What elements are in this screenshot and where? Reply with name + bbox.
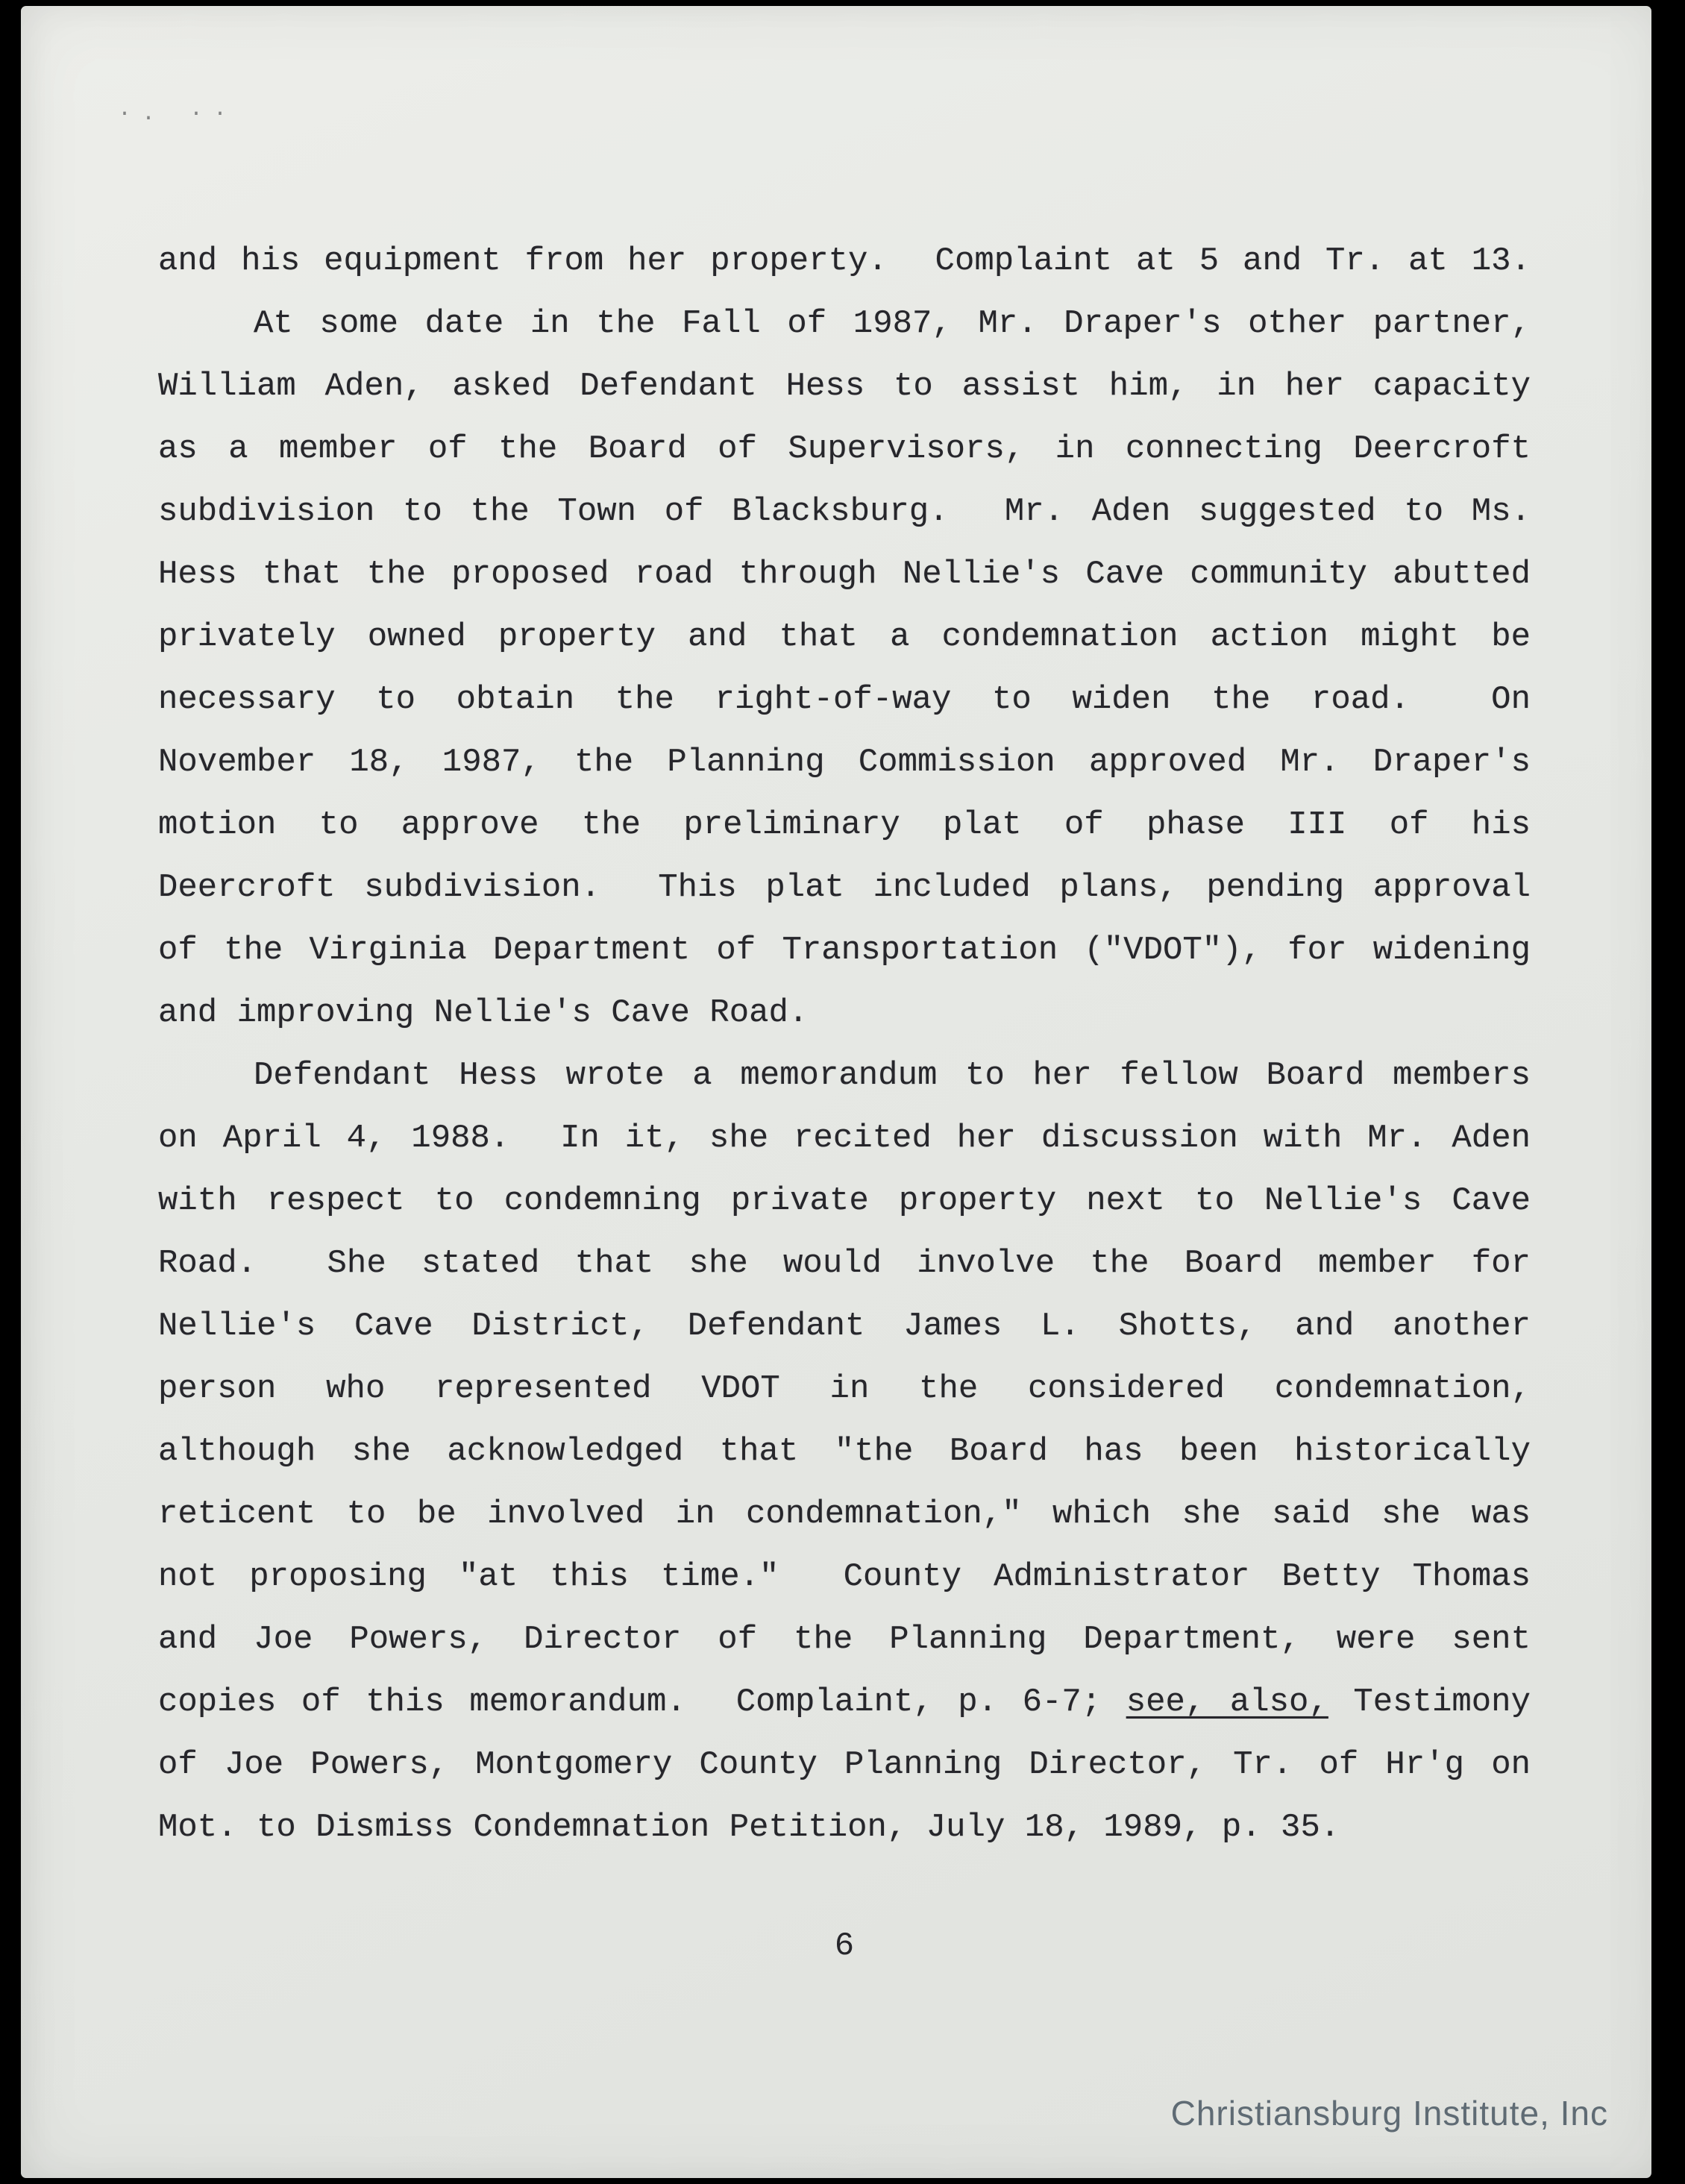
watermark: Christiansburg Institute, Inc (1170, 2094, 1608, 2133)
underlined-citation: see, also, (1126, 1684, 1328, 1721)
text-segment: Deercroft subdivision. This plat included plans, pending approval (158, 869, 1531, 906)
text-line (158, 355, 1531, 418)
document-body (158, 230, 1531, 1859)
text-segment: and his equipment from her property. Complaint at 5 and Tr. at 13. (158, 242, 1531, 280)
text-line (158, 292, 1531, 355)
text-line (158, 1044, 1531, 1107)
text-line (158, 543, 1531, 606)
text-line (158, 668, 1531, 731)
text-line (158, 1546, 1531, 1608)
text-line (158, 1232, 1531, 1295)
text-line (158, 982, 1531, 1044)
text-segment: reticent to be involved in condemnation," which she said she was (158, 1496, 1531, 1533)
text-line (158, 230, 1531, 292)
text-line (158, 856, 1531, 919)
text-segment: Nellie's Cave District, Defendant James L. Shotts, and another (158, 1308, 1531, 1345)
scanned-page (21, 6, 1651, 2178)
text-segment: Defendant Hess wrote a memorandum to her fellow Board members (254, 1057, 1531, 1094)
text-line (158, 1170, 1531, 1232)
text-segment: and Joe Powers, Director of the Planning Department, were sent (158, 1621, 1531, 1658)
text-segment: privately owned property and that a condemnation action might be (158, 618, 1531, 656)
text-line (158, 418, 1531, 480)
text-segment: William Aden, asked Defendant Hess to assist him, in her capacity (158, 368, 1531, 405)
text-segment: copies of this memorandum. Complaint, p. 6-7; (158, 1684, 1126, 1721)
text-segment: Testimony (1328, 1684, 1531, 1721)
text-line (158, 919, 1531, 982)
text-line (158, 1671, 1531, 1733)
text-line (158, 794, 1531, 856)
text-segment: Road. She stated that she would involve the Board member for (158, 1245, 1531, 1282)
text-segment: necessary to obtain the right-of-way to widen the road. On (158, 681, 1531, 718)
text-segment: of the Virginia Department of Transportation ("VDOT"), for widening (158, 932, 1531, 969)
text-line (158, 1483, 1531, 1546)
text-line (158, 731, 1531, 794)
text-segment: motion to approve the preliminary plat of phase III of his (158, 806, 1531, 844)
text-segment: although she acknowledged that "the Board has been historically (158, 1433, 1531, 1470)
text-segment: Mot. to Dismiss Condemnation Petition, July 18, 1989, p. 35. (158, 1809, 1340, 1846)
text-segment: person who represented VDOT in the considered condemnation, (158, 1370, 1531, 1408)
text-line (158, 1358, 1531, 1420)
text-line (158, 1796, 1531, 1859)
text-segment: subdivision to the Town of Blacksburg. Mr. Aden suggested to Ms. (158, 493, 1531, 530)
text-line (158, 1107, 1531, 1170)
text-line (158, 606, 1531, 668)
text-line (158, 1608, 1531, 1671)
text-segment: November 18, 1987, the Planning Commission approved Mr. Draper's (158, 744, 1531, 781)
text-segment: as a member of the Board of Supervisors, in connecting Deercroft (158, 430, 1531, 468)
scan-artifact-marks: ·. ·· (118, 101, 238, 127)
text-line (158, 1420, 1531, 1483)
text-segment: not proposing "at this time." County Administrator Betty Thomas (158, 1558, 1531, 1595)
text-segment: Hess that the proposed road through Nellie's Cave community abutted (158, 556, 1531, 593)
text-line (158, 1733, 1531, 1796)
text-segment: of Joe Powers, Montgomery County Planning Director, Tr. of Hr'g on (158, 1746, 1531, 1783)
text-segment: with respect to condemning private property next to Nellie's Cave (158, 1182, 1531, 1220)
text-segment: At some date in the Fall of 1987, Mr. Draper's other partner, (254, 305, 1531, 342)
page-number: 6 (834, 1927, 855, 1965)
text-line (158, 480, 1531, 543)
text-segment: and improving Nellie's Cave Road. (158, 994, 809, 1032)
text-line (158, 1295, 1531, 1358)
text-segment: on April 4, 1988. In it, she recited her discussion with Mr. Aden (158, 1120, 1531, 1157)
